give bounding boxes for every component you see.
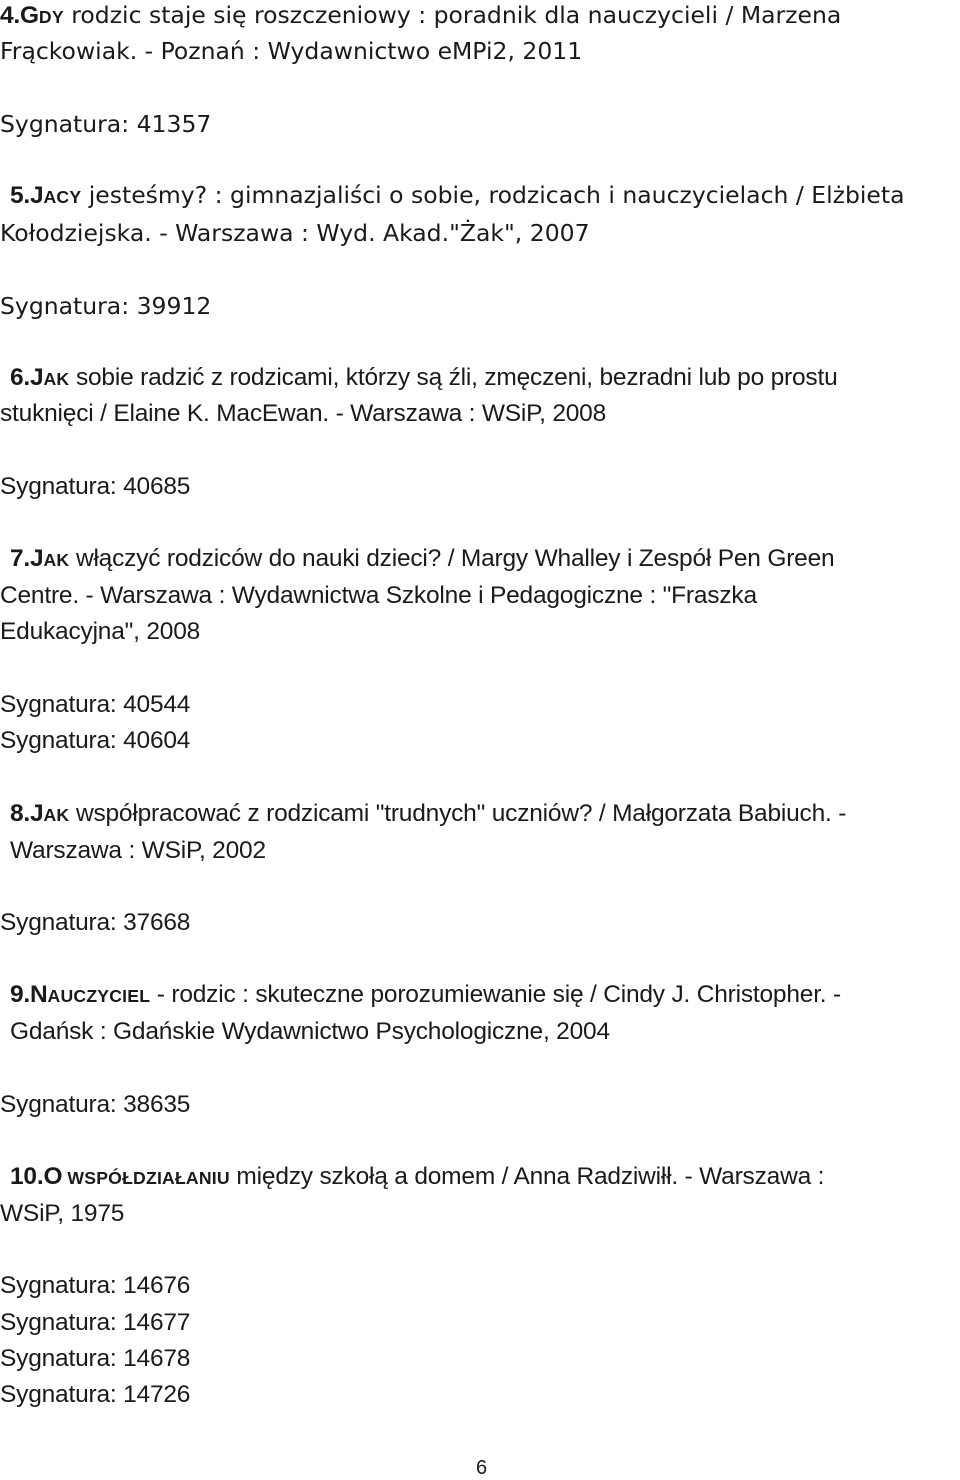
- page-number: 6: [476, 1457, 488, 1479]
- entry-keyword: DY: [38, 7, 64, 27]
- entry-10-signature: Sygnatura: 14678: [0, 1345, 191, 1372]
- entry-5-line-2: Kołodziejska. - Warszawa : Wyd. Akad."Żak", 2007: [0, 219, 590, 247]
- entry-7-signature: Sygnatura: 40544: [0, 691, 191, 718]
- entry-4-signature: Sygnatura: 41357: [0, 110, 212, 138]
- entry-4-line-1: [0, 0, 841, 35]
- entry-number: 5.: [10, 182, 31, 209]
- entry-keyword: AUCZYCIEL: [47, 986, 151, 1006]
- entry-7-signature: Sygnatura: 40604: [0, 727, 191, 754]
- entry-keyword-initial: O: [43, 1163, 63, 1190]
- entry-10-signature: Sygnatura: 14676: [0, 1272, 191, 1299]
- entry-number: 9.: [10, 981, 31, 1008]
- entry-keyword-initial: G: [20, 2, 39, 29]
- entry-5-signature: Sygnatura: 39912: [0, 292, 212, 320]
- entry-number: 7.: [10, 545, 31, 572]
- entry-title: włączyć rodziców do nauki dzieci? / Margy Whalley i Zespół Pen Green: [69, 545, 835, 572]
- entry-6-signature: Sygnatura: 40685: [0, 473, 191, 500]
- entry-10-signature: Sygnatura: 14677: [0, 1309, 191, 1336]
- entry-9-signature: Sygnatura: 38635: [0, 1091, 191, 1118]
- entry-number: 8.: [10, 800, 31, 827]
- entry-7-line-3: Edukacyjna", 2008: [0, 618, 201, 645]
- entry-keyword-initial: J: [30, 182, 44, 209]
- entry-7-line-1: [0, 541, 834, 578]
- entry-keyword: AK: [43, 369, 70, 389]
- entry-4-line-2: Frąckowiak. - Poznań : Wydawnictwo eMPi2, 2011: [0, 37, 583, 65]
- entry-keyword: ACY: [43, 187, 82, 207]
- entry-keyword: AK: [43, 805, 70, 825]
- entry-10-line-2: WSiP, 1975: [0, 1200, 125, 1227]
- entry-title: współpracować z rodzicami "trudnych" uczniów? / Małgorzata Babiuch. -: [69, 800, 847, 827]
- entry-9-line-1: [0, 977, 841, 1014]
- entry-keyword: WSPÓŁDZIAŁANIU: [62, 1168, 230, 1188]
- entry-number: 10.: [10, 1163, 44, 1190]
- entry-10-line-1: [0, 1159, 824, 1196]
- entry-6-line-1: [0, 360, 838, 397]
- entry-title: - rodzic : skuteczne porozumiewanie się / Cindy J. Christopher. -: [150, 981, 841, 1008]
- entry-number: 6.: [10, 364, 31, 391]
- entry-7-line-2: Centre. - Warszawa : Wydawnictwa Szkolne i Pedagogiczne : "Fraszka: [0, 582, 757, 609]
- entry-keyword-initial: J: [30, 800, 44, 827]
- entry-6-line-2: stuknięci / Elaine K. MacEwan. - Warszawa : WSiP, 2008: [0, 400, 607, 427]
- entry-8-line-1: [0, 796, 846, 833]
- entry-keyword-initial: N: [30, 981, 48, 1008]
- entry-8-line-2: Warszawa : WSiP, 2002: [10, 837, 266, 864]
- entry-keyword: AK: [43, 550, 70, 570]
- entry-keyword-initial: J: [30, 364, 44, 391]
- entry-8-signature: Sygnatura: 37668: [0, 909, 191, 936]
- entry-9-line-2: Gdańsk : Gdańskie Wydawnictwo Psychologiczne, 2004: [10, 1018, 610, 1045]
- entry-title: między szkołą a domem / Anna Radziwiłł. - Warszawa :: [229, 1163, 825, 1190]
- entry-5-line-1: [0, 177, 904, 215]
- entry-title: rodzic staje się roszczeniowy : poradnik dla nauczycieli / Marzena: [63, 1, 842, 29]
- entry-title: sobie radzić z rodzicami, którzy są źli, zmęczeni, bezradni lub po prostu: [69, 364, 838, 391]
- entry-number: 4.: [0, 2, 21, 29]
- entry-title: jesteśmy? : gimnazjaliści o sobie, rodzicach i nauczycielach / Elżbieta: [81, 181, 905, 209]
- entry-keyword-initial: J: [30, 545, 44, 572]
- entry-10-signature: Sygnatura: 14726: [0, 1381, 191, 1408]
